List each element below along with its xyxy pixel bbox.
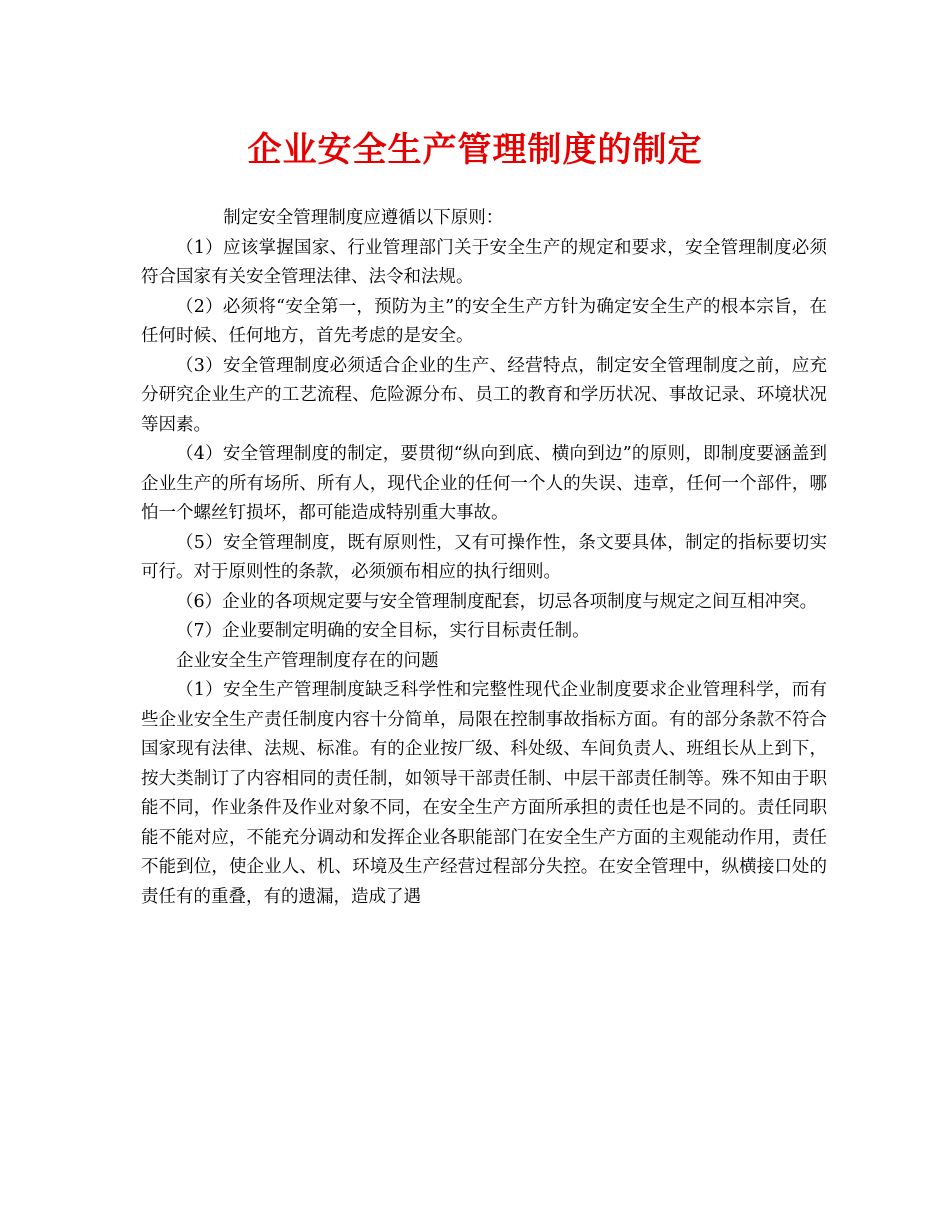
principle-3-paragraph: （3）安全管理制度必须适合企业的生产、经营特点，制定安全管理制度之前，应充分研究企业生产的工艺流程、危险源分布、员工的教育和学历状况、事故记录、环境状况等因素。 [141,355,827,435]
principle-6-paragraph: （6）企业的各项规定要与安全管理制度配套，切忌各项制度与规定之间互相冲突。 [176,591,818,612]
problem-1-paragraph: （1）安全生产管理制度缺乏科学性和完整性现代企业制度要求企业管理科学，而有些企业安全生产责任制度内容十分简单，局限在控制事故指标方面。有的部分条款不符合国家现有法律、法规、标准。有的企业按厂级、科处级、车间负责人、班组长从上到下，按大类制订了内容相同的责任制，如领导干部责任制、中层干部责任制等。殊不知由于职能不同，作业条件及作业对象不同，在安全生产方面所承担的责任也是不同的。责任同职能不能对应，不能充分调动和发挥企业各职能部门在安全生产方面的主观能动作用，责任不能到位，使企业人、机、环境及生产经营过程部分失控。在安全管理中，纵横接口处的责任有的重叠，有的遗漏，造成了遇 [141,680,827,907]
principle-7-paragraph: （7）企业要制定明确的安全目标，实行目标责任制。 [176,621,590,641]
principle-2-paragraph: （2）必须将“安全第一，预防为主”的安全生产方针为确定安全生产的根本宗旨，在任何时候、任何地方，首先考虑的是安全。 [141,296,827,346]
principle-1-paragraph: （1）应该掌握国家、行业管理部门关于安全生产的规定和要求，安全管理制度必须符合国家有关安全管理法律、法令和法规。 [141,237,827,287]
principle-4-paragraph: （4）安全管理制度的制定，要贯彻“纵向到底、横向到边”的原则，即制度要涵盖到企业生产的所有场所、所有人，现代企业的任何一个人的失误、违章，任何一个部件，哪怕一个螺丝钉损坏，都可能造成特别重大事故。 [141,444,827,523]
section-heading: 企业安全生产管理制度存在的问题 [176,650,439,671]
principle-5-paragraph: （5）安全管理制度，既有原则性，又有可操作性，条文要具体，制定的指标要切实可行。对于原则性的条款，必须颁布相应的执行细则。 [141,532,827,582]
document-body [141,204,827,912]
intro-paragraph: 制定安全管理制度应遵循以下原则： [223,208,504,228]
document-title: 企业安全生产管理制度的制定 [247,130,703,170]
